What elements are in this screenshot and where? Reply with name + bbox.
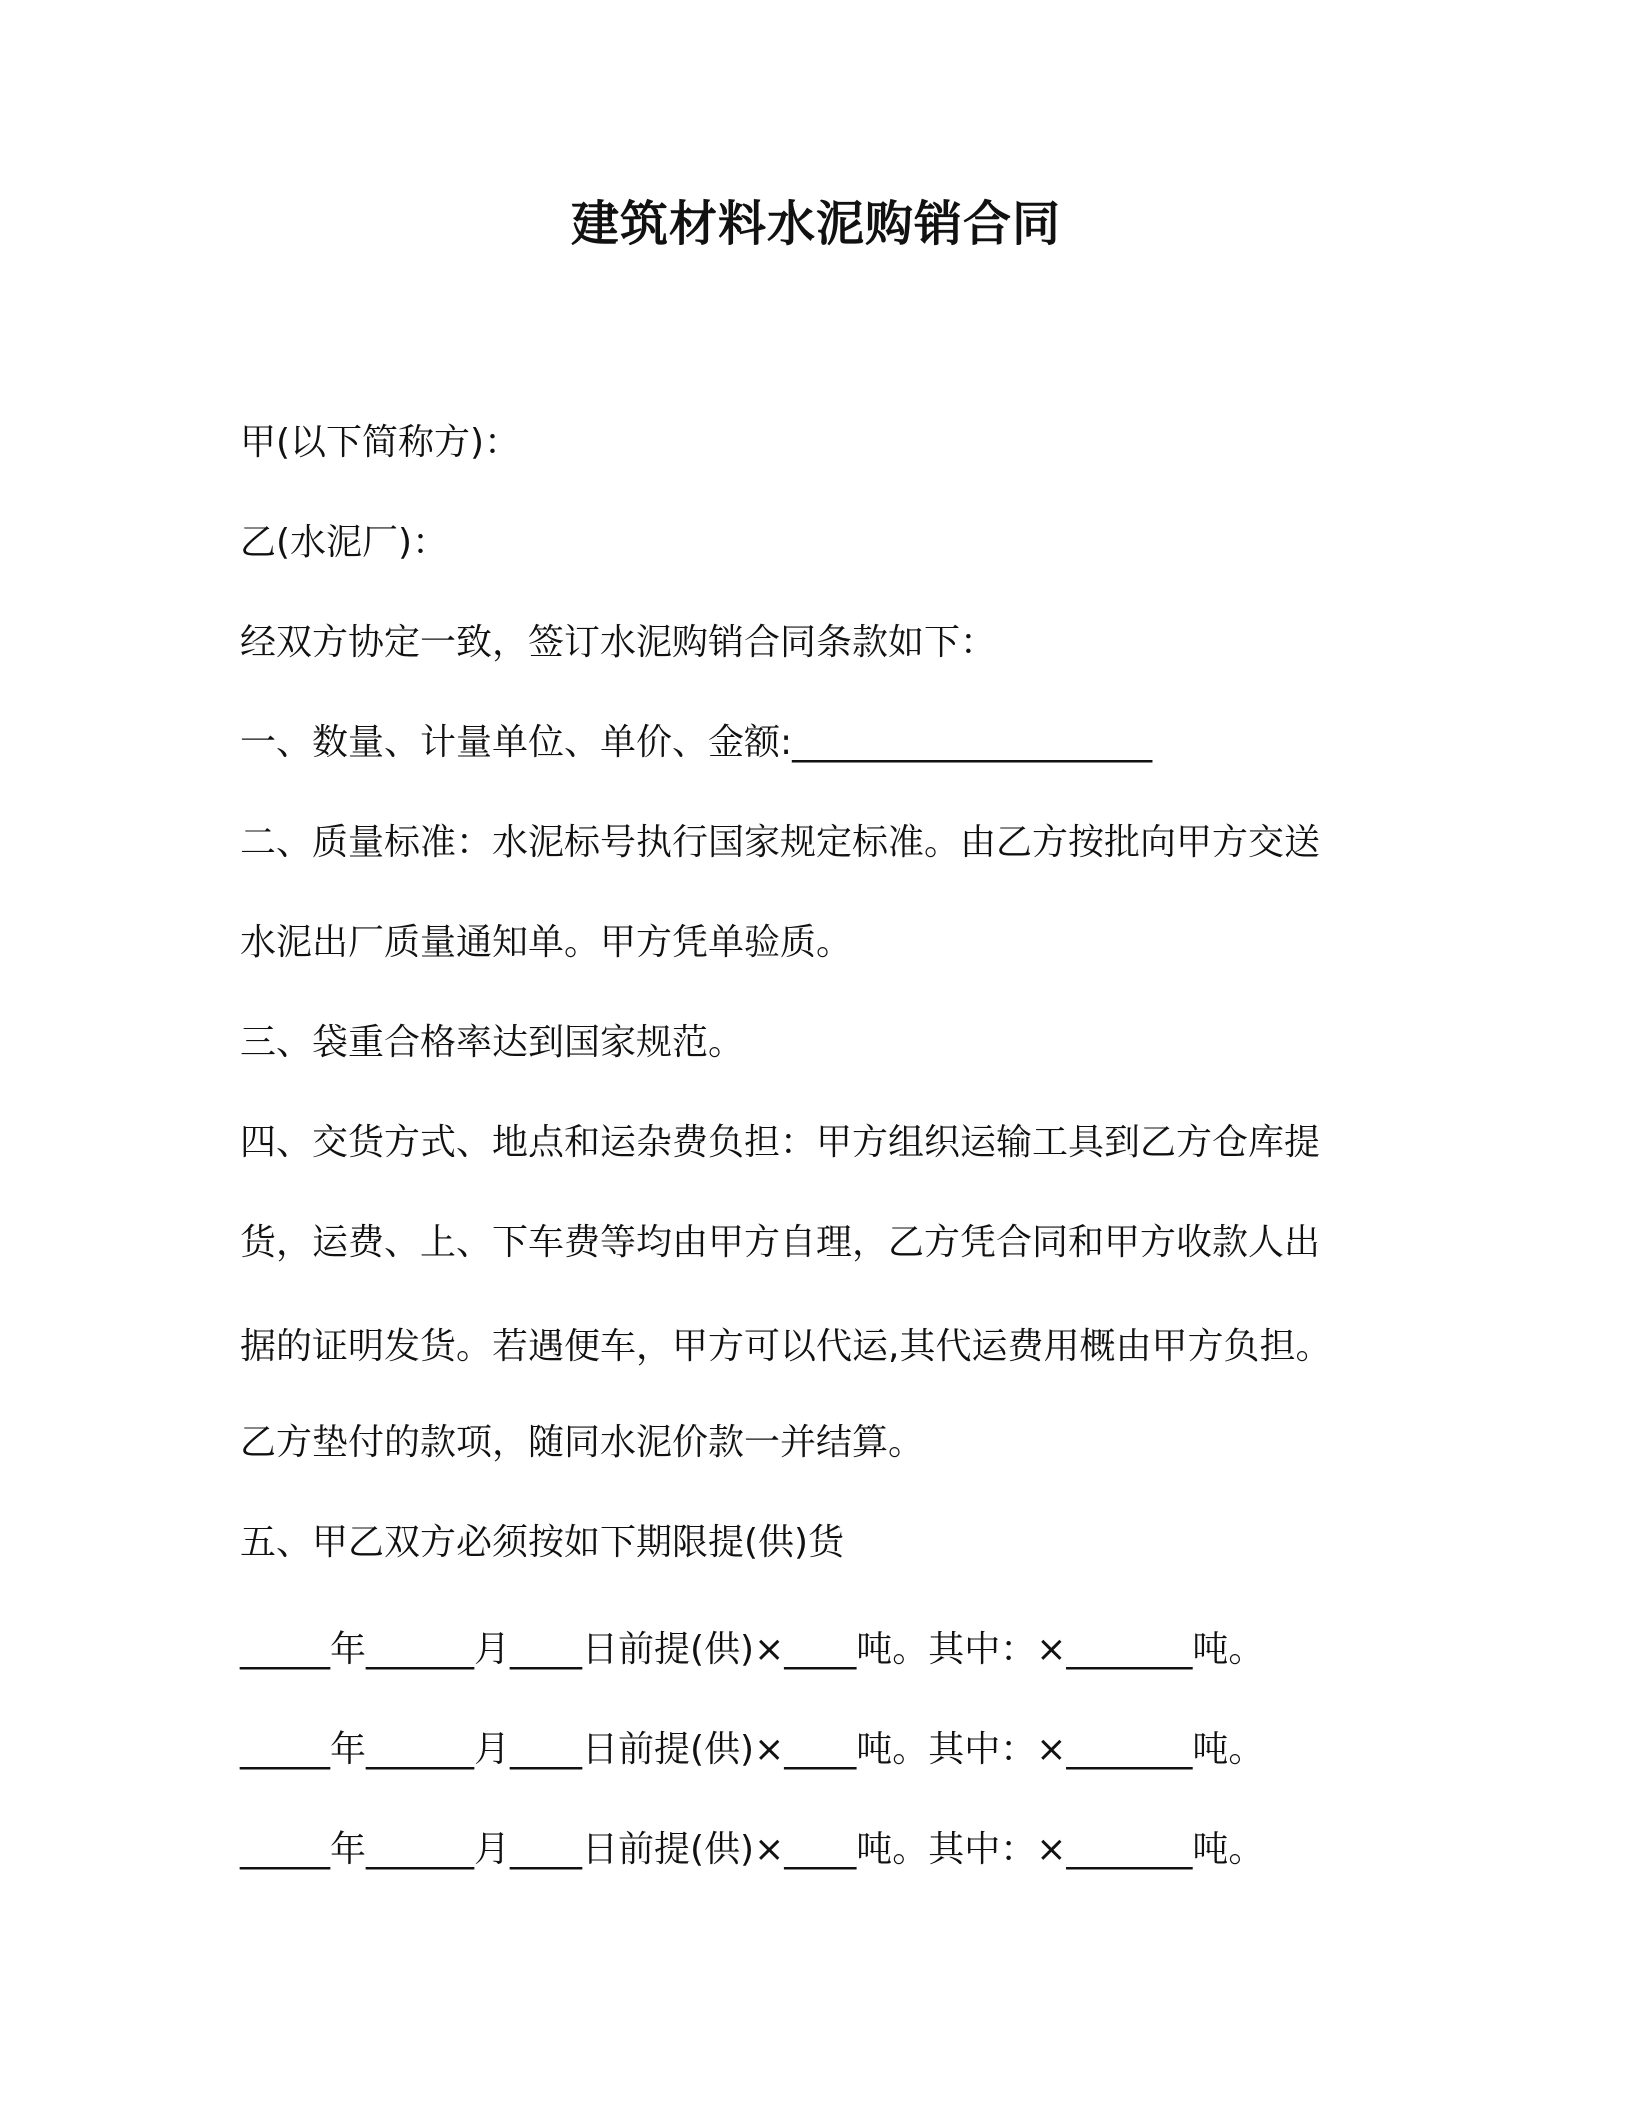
clause-4-line-3: 据的证明发货。若遇便车，甲方可以代运,其代运费用概由甲方负担。	[240, 1326, 1332, 1367]
clause-2-line-1: 二、质量标准：水泥标号执行国家规定标准。由乙方按批向甲方交送	[240, 822, 1321, 863]
document-title: 建筑材料水泥购销合同	[570, 196, 1061, 252]
clause-3: 三、袋重合格率达到国家规范。	[240, 1022, 745, 1063]
schedule-line-1: _____年______月____日前提(供)×____吨。其中：×_______吨。	[240, 1629, 1265, 1670]
intro-text: 经双方协定一致，签订水泥购销合同条款如下：	[240, 622, 997, 663]
schedule-line-2: _____年______月____日前提(供)×____吨。其中：×_______吨。	[240, 1729, 1265, 1770]
schedule-line-3: _____年______月____日前提(供)×____吨。其中：×_______吨。	[240, 1829, 1265, 1870]
clause-4-line-4: 乙方垫付的款项，随同水泥价款一并结算。	[240, 1422, 925, 1463]
party-b-line: 乙(水泥厂)：	[240, 522, 449, 563]
clause-5: 五、甲乙双方必须按如下期限提(供)货	[240, 1522, 845, 1563]
clause-4-line-2: 货，运费、上、下车费等均由甲方自理，乙方凭合同和甲方收款人出	[240, 1222, 1321, 1263]
clause-4-line-1: 四、交货方式、地点和运杂费负担：甲方组织运输工具到乙方仓库提	[240, 1122, 1321, 1163]
party-a-line: 甲(以下简称方)：	[240, 422, 521, 463]
clause-1: 一、数量、计量单位、单价、金额:____________________	[240, 722, 1153, 763]
clause-2-line-2: 水泥出厂质量通知单。甲方凭单验质。	[240, 922, 853, 963]
